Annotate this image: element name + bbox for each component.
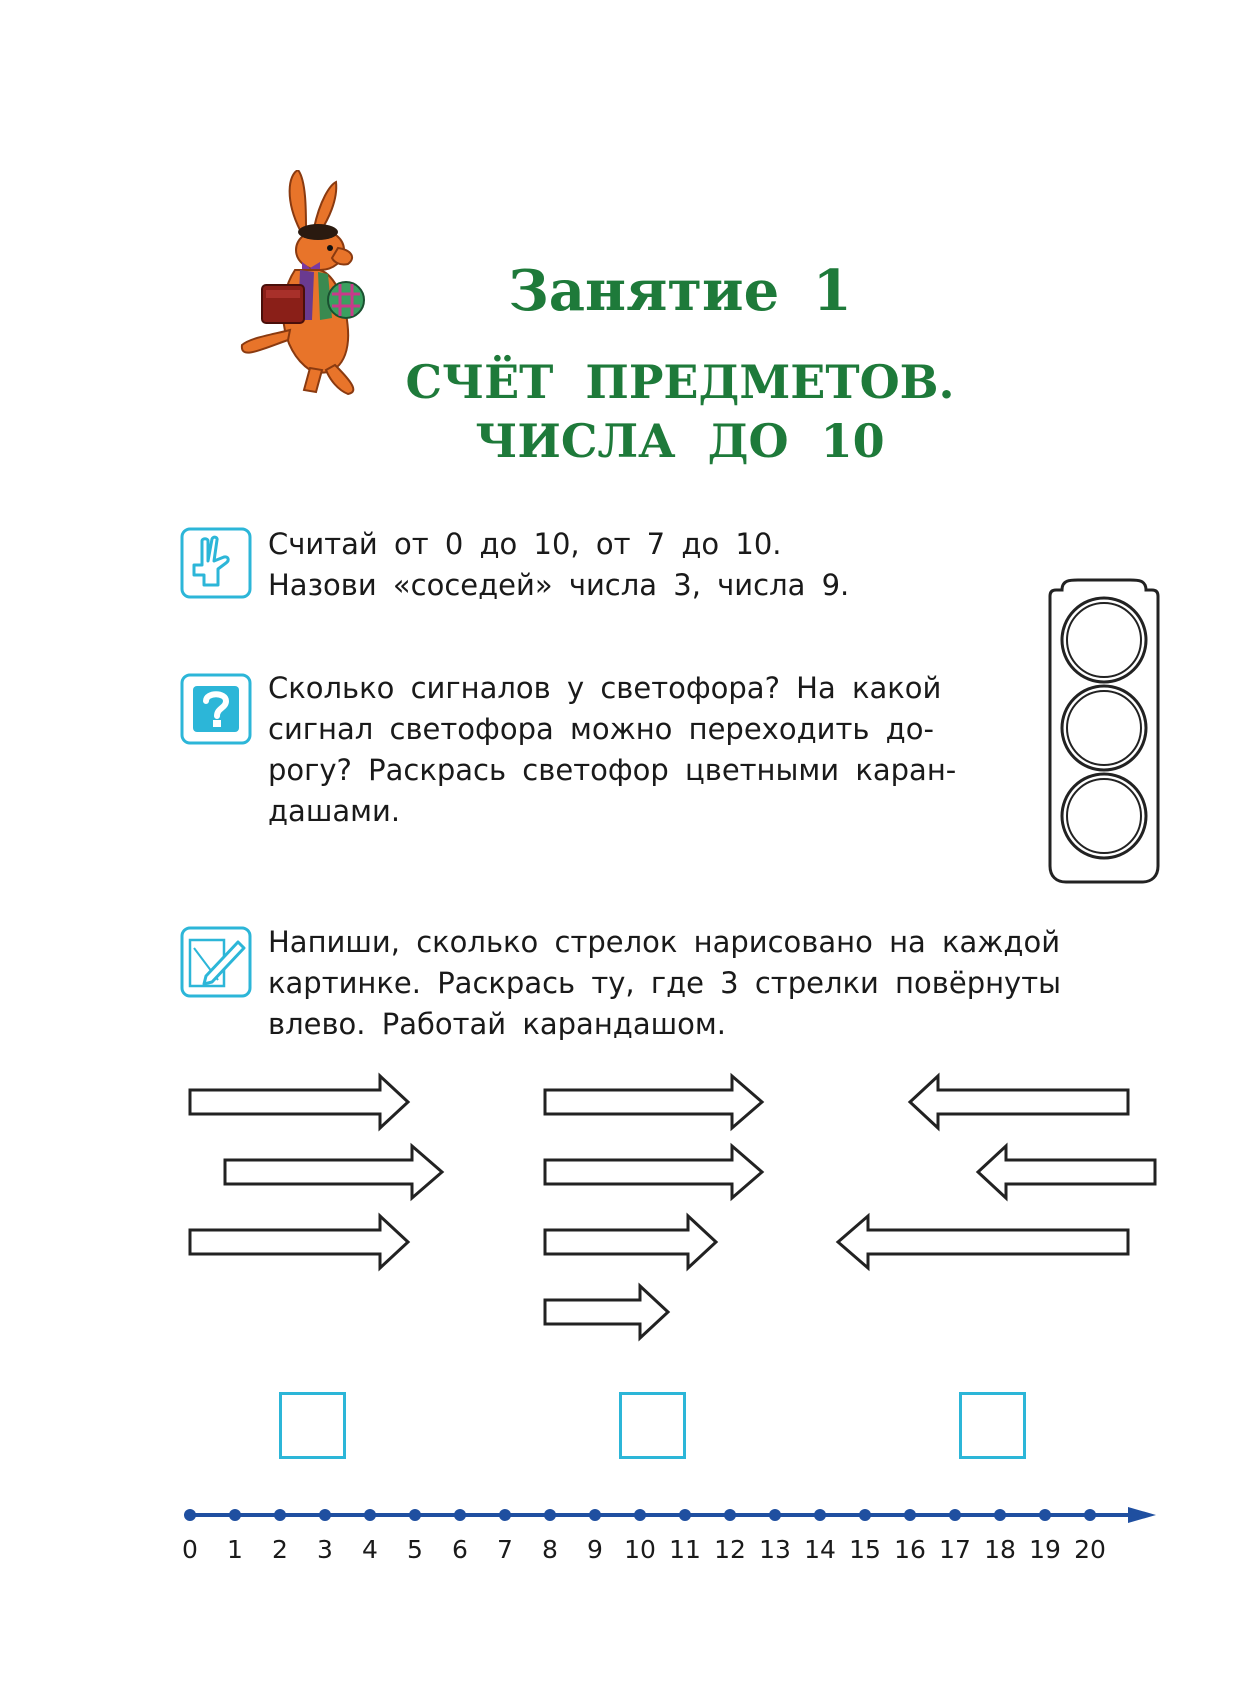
- task1-line: Считай от 0 до 10, от 7 до 10.: [268, 527, 782, 561]
- number-line-point: [1084, 1509, 1096, 1521]
- traffic-signal-bottom: [1062, 774, 1146, 858]
- traffic-signal-top: [1062, 598, 1146, 682]
- number-line-point: [499, 1509, 511, 1521]
- number-line-point: [814, 1509, 826, 1521]
- task3-line: Напиши, сколько стрелок нарисовано на каждой: [268, 925, 1061, 959]
- number-line-label: 19: [1029, 1535, 1061, 1564]
- number-line-label: 20: [1074, 1535, 1106, 1564]
- right-arrow: [545, 1146, 762, 1198]
- task2-line: дашами.: [268, 794, 401, 828]
- task1-line: Назови «соседей» числа 3, числа 9.: [268, 568, 850, 602]
- number-line-label: 5: [407, 1535, 423, 1564]
- number-line-point: [769, 1509, 781, 1521]
- number-line-point: [589, 1509, 601, 1521]
- task1-text: [268, 524, 1163, 606]
- number-line-label: 2: [272, 1535, 288, 1564]
- number-line-point: [904, 1509, 916, 1521]
- number-line-arrowhead: [1128, 1507, 1156, 1523]
- number-line-label: 4: [362, 1535, 378, 1564]
- right-arrow: [190, 1216, 408, 1268]
- right-arrow: [545, 1076, 762, 1128]
- number-line-point: [409, 1509, 421, 1521]
- number-line-label: 16: [894, 1535, 926, 1564]
- task2-line: рогу? Раскрась светофор цветными каран-: [268, 753, 957, 787]
- number-line-label: 10: [624, 1535, 656, 1564]
- task3-text: [268, 922, 1163, 1045]
- number-line-point: [634, 1509, 646, 1521]
- traffic-light-outline[interactable]: [1048, 578, 1160, 884]
- number-line-point: [184, 1509, 196, 1521]
- number-line-label: 11: [669, 1535, 701, 1564]
- right-arrow: [545, 1286, 668, 1338]
- number-line-point: [319, 1509, 331, 1521]
- topic-title-line2: ЧИСЛА ДО 10: [475, 414, 885, 468]
- number-line-label: 18: [984, 1535, 1016, 1564]
- number-line-label: 17: [939, 1535, 971, 1564]
- number-line-point: [364, 1509, 376, 1521]
- number-line-point: [949, 1509, 961, 1521]
- answer-box[interactable]: [279, 1392, 346, 1459]
- left-arrow: [978, 1146, 1155, 1198]
- number-line-label: 15: [849, 1535, 881, 1564]
- right-arrow: [190, 1076, 408, 1128]
- number-line-point: [679, 1509, 691, 1521]
- task2-text: [268, 668, 1008, 832]
- number-line-point: [229, 1509, 241, 1521]
- lesson-title: Занятие 1: [508, 258, 852, 324]
- number-line-label: 9: [587, 1535, 603, 1564]
- pencil-writing-icon: [180, 926, 252, 998]
- task2-line: Сколько сигналов у светофора? На какой: [268, 671, 942, 705]
- number-line-label: 8: [542, 1535, 558, 1564]
- number-line-point: [274, 1509, 286, 1521]
- number-line-label: 7: [497, 1535, 513, 1564]
- question-mark-icon: [180, 673, 252, 745]
- answer-box[interactable]: [619, 1392, 686, 1459]
- right-arrow: [225, 1146, 442, 1198]
- right-arrow: [545, 1216, 716, 1268]
- topic-title-line1: СЧЁТ ПРЕДМЕТОВ.: [405, 355, 955, 409]
- number-line-label: 14: [804, 1535, 836, 1564]
- number-line-point: [544, 1509, 556, 1521]
- number-line-label: 13: [759, 1535, 791, 1564]
- task3-line: картинке. Раскрась ту, где 3 стрелки повёрнуты: [268, 966, 1062, 1000]
- number-line-label: 12: [714, 1535, 746, 1564]
- answer-box[interactable]: [959, 1392, 1026, 1459]
- number-line-point: [859, 1509, 871, 1521]
- task3-line: влево. Работай карандашом.: [268, 1007, 726, 1041]
- number-line-label: 1: [227, 1535, 243, 1564]
- number-line: [0, 1500, 1250, 1530]
- arrow-pictures: [0, 1060, 1250, 1360]
- number-line-label: 3: [317, 1535, 333, 1564]
- number-line-point: [994, 1509, 1006, 1521]
- left-arrow: [838, 1216, 1128, 1268]
- number-line-point: [1039, 1509, 1051, 1521]
- number-line-label: 6: [452, 1535, 468, 1564]
- task2-line: сигнал светофора можно переходить до-: [268, 712, 934, 746]
- left-arrow: [910, 1076, 1128, 1128]
- number-line-point: [454, 1509, 466, 1521]
- number-line-label: 0: [182, 1535, 198, 1564]
- traffic-signal-middle: [1062, 686, 1146, 770]
- number-line-point: [724, 1509, 736, 1521]
- counting-hand-icon: [180, 527, 252, 599]
